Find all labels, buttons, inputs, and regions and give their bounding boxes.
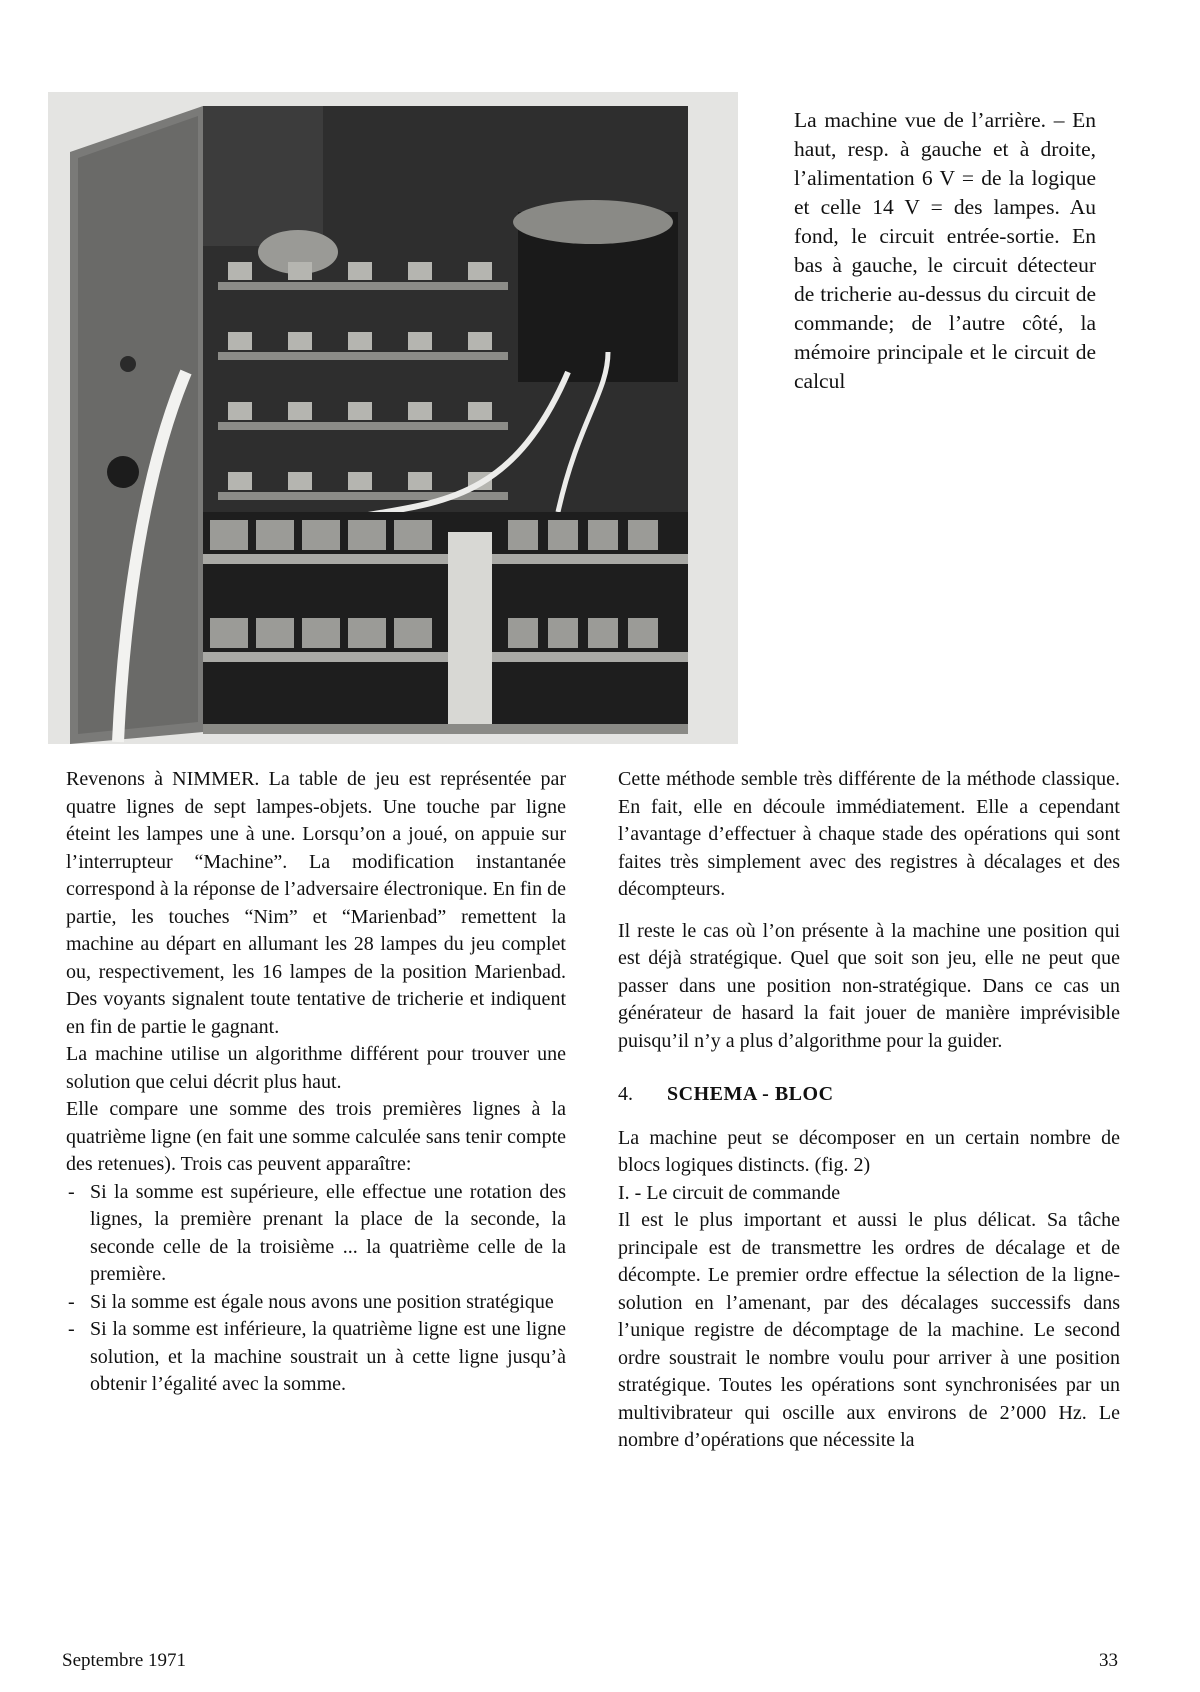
paragraph: Revenons à NIMMER. La table de jeu est représentée par quatre lignes de sept lampes-objets. Une touche par ligne éteint les lampes une à une. Lorsqu’on a joué, on appuie sur l’interrupteur “Machine”. La modification instantanée correspond à la réponse de l’adversaire électronique. En fin de partie, les touches “Nim” et “Marienbad” remettent la machine au départ en allumant les 28 lampes du jeu complet ou, respectivement, les 16 lampes de la position Marienbad. Des voyants signalent toute tentative de tricherie et indiquent en fin de partie le gagnant. bbox=[66, 768, 566, 1038]
list-item: - Si la somme est égale nous avons une position stratégique bbox=[66, 1289, 566, 1317]
paragraph: Cette méthode semble très différente de la méthode classique. En fait, elle en découle immédiatement. Elle a cependant l’avantage d’effectuer à chaque stade des opérations qui sont faites très simplement avec des registres à décalages et des décompteurs. bbox=[618, 768, 1120, 900]
cases-list bbox=[66, 1179, 566, 1399]
paragraph: Elle compare une somme des trois premières lignes à la quatrième ligne (en fait une somme calculée sans tenir compte des retenues). Trois cas peuvent apparaître: bbox=[66, 1098, 566, 1175]
paragraph: Il est le plus important et aussi le plus délicat. Sa tâche principale est de transmettre les ordres de décalage et de décompte. Le premier ordre effectue la sélection de la ligne-solution en l’amenant, par des décalages successifs dans l’unique registre de décomptage de la machine. Le second ordre soustrait le nombre voulu pour arriver à une position stratégique. Toutes les opérations sont synchronisées par un multivibrateur qui oscille aux environs de 2’000 Hz. Le nombre d’opérations que nécessite la bbox=[618, 1209, 1120, 1451]
section-heading bbox=[618, 1081, 1120, 1109]
list-item: - Si la somme est supérieure, elle effectue une rotation des lignes, la première prenant la place de la seconde, la seconde celle de la troisième ... la quatrième celle de la première. bbox=[66, 1179, 566, 1289]
paragraph: La machine utilise un algorithme différent pour trouver une solution que celui décrit plus haut. bbox=[66, 1043, 566, 1093]
section-number: 4. bbox=[618, 1083, 633, 1105]
paragraph: Il reste le cas où l’on présente à la machine une position qui est déjà stratégique. Quel que soit son jeu, elle ne peut que passer dans une position non-stratégique. Dans ce cas un générateur de hasard la fait jouer de manière imprévisible puisqu’il n’y a plus d’algorithme pour la guider. bbox=[618, 919, 1120, 1052]
section-title: SCHEMA - BLOC bbox=[667, 1083, 834, 1105]
subheading: I. - Le circuit de commande bbox=[618, 1181, 841, 1204]
left-column bbox=[66, 766, 566, 1399]
right-column bbox=[618, 766, 1120, 1455]
photo-caption bbox=[794, 106, 1096, 396]
footer-date: Septembre 1971 bbox=[62, 1650, 187, 1671]
caption-text: La machine vue de l’arrière. – En haut, resp. à gauche et à droite, l’alimentation 6 V = de la logique et celle 14 V = des lampes. Au fond, le circuit entrée-sortie. En bas à gauche, le circuit détecteur de tricherie au-dessus du circuit de commande; de l’autre côté, la mémoire principale et le circuit de calcul bbox=[794, 108, 1096, 393]
machine-rear-photo bbox=[48, 92, 738, 744]
list-item: - Si la somme est inférieure, la quatrième ligne est une ligne solution, et la machine soustrait un à cette ligne jusqu’à obtenir l’égalité avec la somme. bbox=[66, 1316, 566, 1399]
page-number: 33 bbox=[1099, 1650, 1118, 1671]
paragraph: La machine peut se décomposer en un certain nombre de blocs logiques distincts. (fig. 2) bbox=[618, 1126, 1120, 1176]
